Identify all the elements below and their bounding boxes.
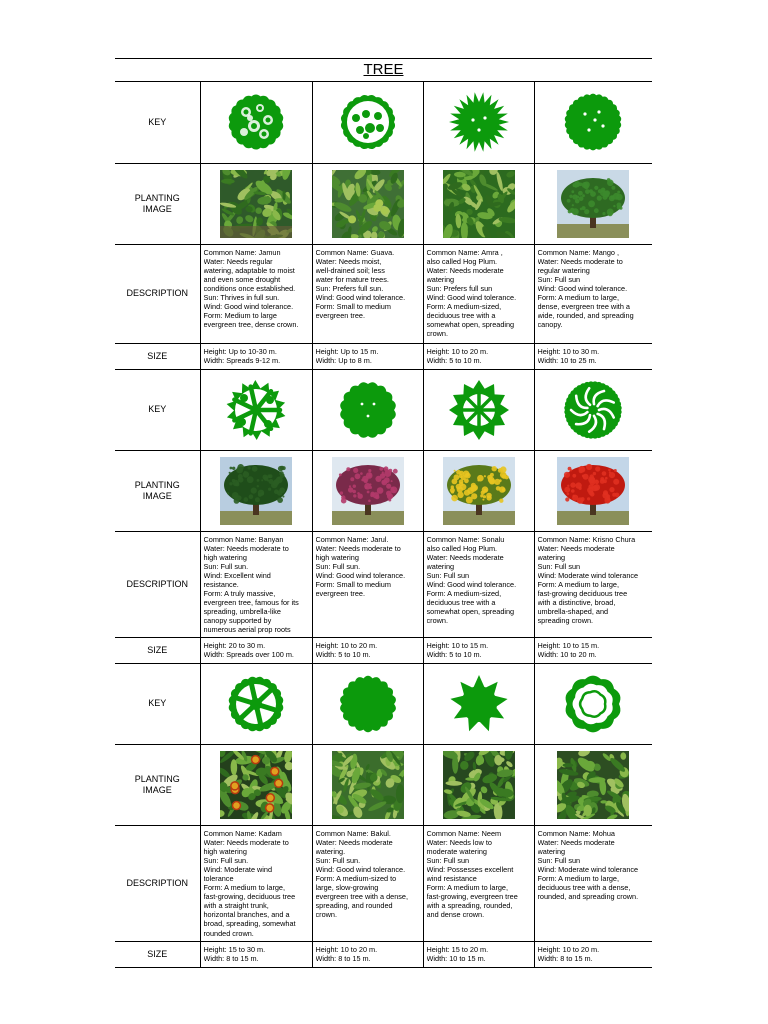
description-line: Form: Small to medium: [315, 302, 391, 312]
description-line: watering, adaptable to moist: [203, 265, 295, 275]
description-line: Wind: Good wind tolerance.: [203, 302, 294, 312]
title-row: [115, 58, 652, 82]
description-line: Sun: Full sun.: [315, 855, 361, 865]
description-line: horizontal branches, and a: [203, 910, 290, 920]
planting-image-label-line: PLANTING: [134, 773, 180, 784]
size-cell: [423, 343, 534, 369]
description-line: large, slow-growing: [315, 883, 379, 893]
description-line: Form: A medium to large,: [537, 579, 620, 589]
description-cell: [312, 531, 423, 637]
planting-image-label: [115, 744, 200, 825]
description-line: Water: Needs moderate: [426, 265, 504, 275]
planting-image-cell: [200, 450, 312, 531]
size-cell: [534, 941, 652, 967]
tree-symbol-krisno-chura: [561, 378, 625, 442]
size-cell: [312, 637, 423, 663]
size-line: Width: Spreads over 100 m.: [203, 649, 294, 659]
planting-image-label-line: IMAGE: [142, 490, 172, 501]
size-cell: [312, 343, 423, 369]
tree-table: [115, 82, 652, 968]
description-line: Common Name: Jamun: [203, 247, 281, 257]
description-line: Water: Needs regular: [203, 256, 273, 266]
size-line: Width: 5 to 10 m.: [315, 649, 371, 659]
description-line: Form: A medium to large,: [426, 883, 509, 893]
description-line: canopy supported by: [203, 616, 272, 626]
description-line: Water: Needs low to: [426, 837, 492, 847]
jamun-photo: [220, 170, 292, 238]
description-line: Water: Needs moderate to: [537, 256, 623, 266]
description-row: [115, 825, 652, 941]
size-line: Width: Spreads 9-12 m.: [203, 355, 281, 365]
description-line: Water: Needs moist,: [315, 256, 382, 266]
size-line: Width: 10 to 20 m.: [537, 649, 597, 659]
planting-image-cell: [534, 450, 652, 531]
key-cell: [312, 369, 423, 450]
size-row: [115, 941, 652, 967]
description-line: evergreen tree with a dense,: [315, 892, 408, 902]
planting-image-cell: [200, 163, 312, 244]
description-line: crown.: [426, 616, 448, 626]
planting-image-cell: [200, 744, 312, 825]
description-line: Form: A medium-sized,: [426, 589, 502, 599]
description-line: fast-growing deciduous tree: [537, 589, 628, 599]
description-line: rounded crown.: [203, 928, 254, 938]
description-line: Form: A medium-sized to: [315, 873, 397, 883]
description-cell: [534, 244, 652, 343]
description-line: crown.: [426, 329, 448, 339]
size-row: [115, 343, 652, 369]
description-line: Common Name: Mohua: [537, 828, 615, 838]
description-line: Wind: Excellent wind: [203, 570, 271, 580]
description-line: spreading, and rounded: [315, 901, 393, 911]
description-line: crown.: [315, 910, 337, 920]
description-line: Form: A medium to large,: [203, 883, 286, 893]
planting-image-cell: [312, 744, 423, 825]
description-line: Wind: Good wind tolerance.: [537, 283, 628, 293]
description-line: conditions once established.: [203, 283, 296, 293]
description-line: wind resistance: [426, 873, 477, 883]
planting-image-cell: [423, 744, 534, 825]
description-line: resistance.: [203, 579, 239, 589]
description-line: Water: Needs moderate: [315, 837, 393, 847]
description-line: and even some drought: [203, 274, 281, 284]
description-cell: [423, 531, 534, 637]
size-line: Width: 8 to 15 m.: [203, 953, 259, 963]
description-line: Wind: Good wind tolerance.: [315, 864, 406, 874]
description-cell: [534, 825, 652, 941]
size-line: Width: Up to 8 m.: [315, 355, 372, 365]
description-cell: [200, 244, 312, 343]
description-line: Wind: Good wind tolerance.: [426, 292, 517, 302]
tree-symbol-mohua: [561, 672, 625, 736]
planting-image-label-line: IMAGE: [142, 203, 172, 214]
description-line: with a distinctive, broad,: [537, 598, 616, 608]
planting-image-cell: [423, 450, 534, 531]
description-line: Common Name: Guava.: [315, 247, 395, 257]
description-line: Water: Needs moderate: [537, 543, 615, 553]
planting-image-label: [115, 163, 200, 244]
description-line: Common Name: Mango ,: [537, 247, 620, 257]
description-line: rounded, and spreading crown.: [537, 892, 639, 902]
description-cell: [423, 825, 534, 941]
description-line: Form: A truly massive,: [203, 589, 276, 599]
description-line: Common Name: Krisno Chura: [537, 534, 636, 544]
description-line: Form: A medium-sized,: [426, 302, 502, 312]
tree-symbol-sonalu: [447, 378, 511, 442]
description-cell: [200, 531, 312, 637]
description-line: Common Name: Kadam: [203, 828, 282, 838]
description-line: regular watering: [537, 265, 590, 275]
description-line: deciduous tree with a: [426, 598, 496, 608]
key-row: [115, 663, 652, 744]
description-cell: [200, 825, 312, 941]
planting-image-label-line: PLANTING: [134, 192, 180, 203]
description-cell: [312, 244, 423, 343]
description-line: high watering: [203, 552, 247, 562]
jarul-photo: [332, 457, 404, 525]
mango-photo: [557, 170, 629, 238]
tree-symbol-guava: [336, 90, 400, 154]
page-title: TREE: [363, 61, 404, 78]
description-line: Water: Needs moderate: [537, 837, 615, 847]
description-line: dense, evergreen tree with a: [537, 302, 630, 312]
tree-symbol-kadam: [224, 672, 288, 736]
size-line: Height: 10 to 20 m.: [315, 944, 378, 954]
key-label: KEY: [115, 82, 200, 163]
description-line: high watering: [203, 846, 247, 856]
description-line: Common Name: Jarul.: [315, 534, 389, 544]
description-line: evergreen tree, dense crown.: [203, 320, 299, 330]
krisno-chura-photo: [557, 457, 629, 525]
description-line: Common Name: Amra ,: [426, 247, 503, 257]
size-cell: [200, 941, 312, 967]
description-line: Sun: Prefers full sun: [426, 283, 493, 293]
key-cell: [534, 82, 652, 163]
description-line: watering: [537, 846, 566, 856]
description-line: Common Name: Bakul.: [315, 828, 391, 838]
size-line: Width: 5 to 10 m.: [426, 649, 482, 659]
description-line: deciduous tree with a dense,: [537, 883, 631, 893]
description-line: Common Name: Neem: [426, 828, 502, 838]
description-cell: [534, 531, 652, 637]
planting-image-label-line: IMAGE: [142, 784, 172, 795]
size-line: Width: 8 to 15 m.: [537, 953, 593, 963]
description-line: Sun: Full sun: [426, 855, 470, 865]
description-line: Sun: Full sun: [537, 274, 581, 284]
size-line: Height: 10 to 30 m.: [537, 346, 600, 356]
description-line: evergreen tree.: [315, 589, 365, 599]
description-line: Wind: Moderate wind: [203, 864, 273, 874]
description-line: high watering: [315, 552, 359, 562]
tree-symbol-mango: [561, 90, 625, 154]
size-label: SIZE: [115, 941, 200, 967]
size-row: [115, 637, 652, 663]
size-line: Height: Up to 15 m.: [315, 346, 379, 356]
description-line: canopy.: [537, 320, 563, 330]
description-line: and dense crown.: [426, 910, 485, 920]
description-line: Sun: Full sun.: [315, 561, 361, 571]
description-line: well-drained soil; less: [315, 265, 385, 275]
description-line: watering.: [315, 846, 346, 856]
key-cell: [312, 82, 423, 163]
planting-image-label-line: PLANTING: [134, 479, 180, 490]
key-cell: [312, 663, 423, 744]
description-cell: [423, 244, 534, 343]
description-line: water for mature trees.: [315, 274, 389, 284]
key-cell: [423, 369, 534, 450]
description-line: Common Name: Banyan: [203, 534, 284, 544]
size-line: Height: 15 to 20 m.: [426, 944, 489, 954]
kadam-photo: [220, 751, 292, 819]
banyan-photo: [220, 457, 292, 525]
description-line: Form: A medium to large,: [537, 292, 620, 302]
size-line: Height: 10 to 20 m.: [315, 640, 378, 650]
description-line: also called Hog Plum.: [426, 543, 498, 553]
description-line: Sun: Full sun: [426, 570, 470, 580]
size-line: Width: 10 to 15 m.: [426, 953, 486, 963]
description-line: Sun: Thrives in full sun.: [203, 292, 280, 302]
description-line: tolerance: [203, 873, 234, 883]
description-line: fast-growing, evergreen tree: [426, 892, 518, 902]
tree-symbol-jarul: [336, 378, 400, 442]
planting-image-cell: [312, 163, 423, 244]
description-line: Wind: Good wind tolerance.: [315, 292, 406, 302]
description-line: somewhat open, spreading: [426, 607, 515, 617]
key-cell: [534, 369, 652, 450]
description-line: Form: Medium to large: [203, 311, 277, 321]
key-label: KEY: [115, 663, 200, 744]
tree-symbol-bakul: [336, 672, 400, 736]
description-line: Sun: Full sun: [537, 855, 581, 865]
description-line: Wind: Moderate wind tolerance: [537, 864, 639, 874]
description-row: [115, 244, 652, 343]
key-cell: [423, 82, 534, 163]
size-line: Height: Up to 10-30 m.: [203, 346, 277, 356]
planting-image-cell: [534, 744, 652, 825]
key-row: [115, 82, 652, 163]
description-line: Water: Needs moderate to: [315, 543, 401, 553]
size-cell: [312, 941, 423, 967]
description-line: Water: Needs moderate: [426, 552, 504, 562]
size-line: Height: 10 to 15 m.: [537, 640, 600, 650]
description-line: Form: Small to medium: [315, 579, 391, 589]
amra-photo: [443, 170, 515, 238]
description-line: Wind: Moderate wind tolerance: [537, 570, 639, 580]
size-label: SIZE: [115, 343, 200, 369]
description-label: DESCRIPTION: [115, 531, 200, 637]
key-cell: [200, 82, 312, 163]
description-line: Sun: Full sun.: [203, 855, 249, 865]
size-cell: [534, 343, 652, 369]
description-line: wide, rounded, and spreading: [537, 311, 634, 321]
planting-image-label: [115, 450, 200, 531]
description-line: deciduous tree with a: [426, 311, 496, 321]
description-line: moderate watering: [426, 846, 487, 856]
description-line: broad, spreading, somewhat: [203, 919, 296, 929]
planting-image-row: [115, 450, 652, 531]
description-line: Common Name: Sonalu: [426, 534, 505, 544]
key-cell: [534, 663, 652, 744]
size-cell: [423, 941, 534, 967]
description-line: somewhat open, spreading: [426, 320, 515, 330]
size-line: Height: 20 to 30 m.: [203, 640, 266, 650]
description-line: with a straight trunk,: [203, 901, 269, 911]
description-line: Form: A medium to large,: [537, 873, 620, 883]
description-line: fast-growing, deciduous tree: [203, 892, 296, 902]
tree-symbol-jamun: [224, 90, 288, 154]
size-line: Height: 10 to 20 m.: [537, 944, 600, 954]
description-line: Wind: Possesses excellent: [426, 864, 514, 874]
key-cell: [200, 369, 312, 450]
description-line: spreading crown.: [537, 616, 594, 626]
size-cell: [200, 637, 312, 663]
description-line: Wind: Good wind tolerance.: [315, 570, 406, 580]
tree-symbol-neem: [447, 672, 511, 736]
sonalu-photo: [443, 457, 515, 525]
size-line: Height: 15 to 30 m.: [203, 944, 266, 954]
size-line: Height: 10 to 20 m.: [426, 346, 489, 356]
planting-image-row: [115, 744, 652, 825]
description-cell: [312, 825, 423, 941]
description-label: DESCRIPTION: [115, 244, 200, 343]
size-line: Width: 10 to 25 m.: [537, 355, 597, 365]
size-cell: [423, 637, 534, 663]
description-line: watering: [426, 274, 455, 284]
description-row: [115, 531, 652, 637]
key-row: [115, 369, 652, 450]
description-line: Sun: Full sun.: [203, 561, 249, 571]
size-cell: [200, 343, 312, 369]
description-line: spreading, umbrella-like: [203, 607, 281, 617]
description-line: Sun: Full sun: [537, 561, 581, 571]
size-line: Width: 8 to 15 m.: [315, 953, 371, 963]
tree-reference-sheet: [115, 58, 652, 968]
planting-image-row: [115, 163, 652, 244]
key-cell: [423, 663, 534, 744]
description-line: evergreen tree.: [315, 311, 365, 321]
description-line: watering: [426, 561, 455, 571]
size-cell: [534, 637, 652, 663]
size-line: Width: 5 to 10 m.: [426, 355, 482, 365]
planting-image-cell: [423, 163, 534, 244]
description-line: numerous aerial prop roots: [203, 625, 291, 635]
guava-photo: [332, 170, 404, 238]
size-label: SIZE: [115, 637, 200, 663]
key-cell: [200, 663, 312, 744]
description-line: evergreen tree, famous for its: [203, 598, 299, 608]
description-line: Wind: Good wind tolerance.: [426, 579, 517, 589]
neem-photo: [443, 751, 515, 819]
bakul-photo: [332, 751, 404, 819]
description-line: Sun: Prefers full sun.: [315, 283, 384, 293]
tree-symbol-banyan: [224, 378, 288, 442]
planting-image-cell: [312, 450, 423, 531]
description-line: watering: [537, 552, 566, 562]
mohua-photo: [557, 751, 629, 819]
description-line: Water: Needs moderate to: [203, 543, 289, 553]
size-line: Height: 10 to 15 m.: [426, 640, 489, 650]
planting-image-cell: [534, 163, 652, 244]
tree-symbol-amra: [447, 90, 511, 154]
description-line: umbrella-shaped, and: [537, 607, 609, 617]
key-label: KEY: [115, 369, 200, 450]
description-line: Water: Needs moderate to: [203, 837, 289, 847]
description-label: DESCRIPTION: [115, 825, 200, 941]
description-line: with a spreading, rounded,: [426, 901, 513, 911]
description-line: also called Hog Plum.: [426, 256, 498, 266]
